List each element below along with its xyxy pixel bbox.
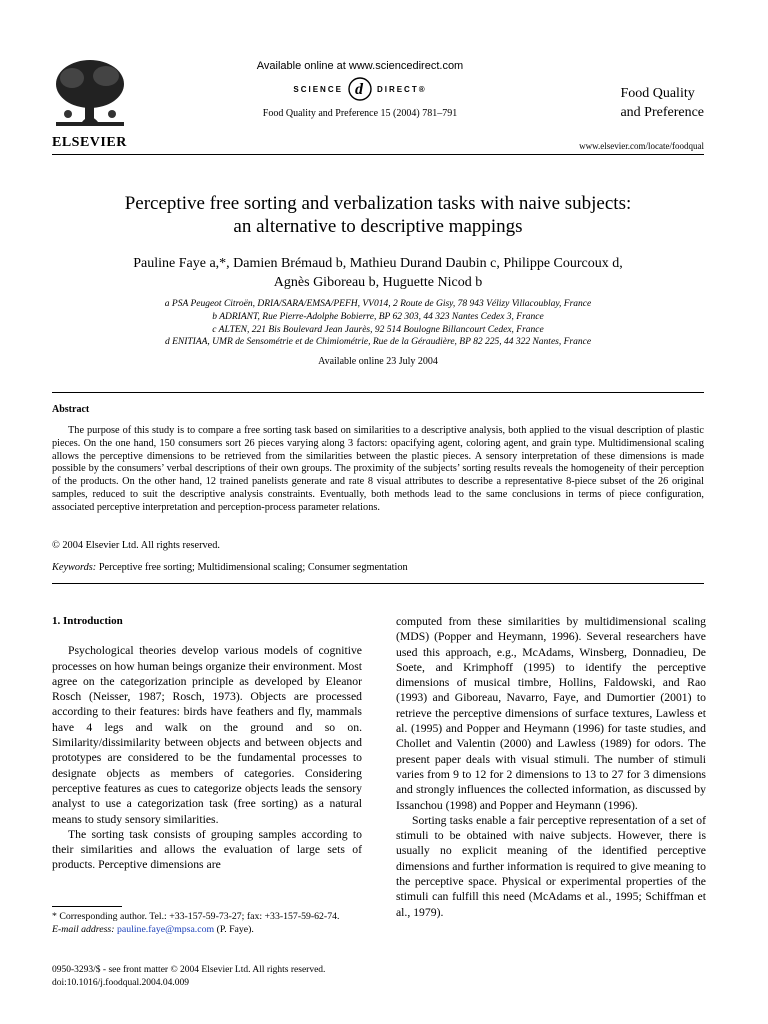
sciencedirect-logo xyxy=(230,76,490,102)
abstract-copyright: © 2004 Elsevier Ltd. All rights reserved. xyxy=(52,540,220,551)
keywords-line xyxy=(52,562,408,573)
abstract-top-rule xyxy=(52,392,704,393)
affiliations xyxy=(52,298,704,349)
left-column xyxy=(52,614,362,873)
footnote-divider xyxy=(52,906,122,907)
affiliation-b: b ADRIANT, Rue Pierre-Adolphe Bobierre, BP 62 303, 44 323 Nantes Cedex 3, France xyxy=(212,311,544,322)
issn-line: 0950-3293/$ - see front matter © 2004 Elsevier Ltd. All rights reserved. xyxy=(52,965,326,975)
affiliation-c: c ALTEN, 221 Bis Boulevard Jean Jaurès, 92 514 Boulogne Billancourt Cedex, France xyxy=(212,324,544,335)
title-line-1: Perceptive free sorting and verbalization tasks with naive subjects: xyxy=(124,193,632,214)
journal-name-line2: and Preference xyxy=(620,105,704,120)
sd-right-text: DIRECT® xyxy=(376,84,427,94)
sd-left-text: SCIENCE xyxy=(293,84,343,94)
body-paragraph: Psychological theories develop various models of cognitive processes on how human beings organize their environment. Most agree on the categorization principle as developed by Eleanor Rosch (Neisser, 1987; Rosch, 1973). Objects are processed according to their features: birds have feathers and fly, mammals have 4 legs and walk on the ground and so on. Similarity/dissimilarity between objects and between objects and prototypes are considered to be the fundamental processes to designate objects as members of categories. Considering perceptive features as cues to categorize objects leads the sensory analyst to use a categorization task (free sorting) as a natural means to study sensory similarities. xyxy=(52,644,362,826)
journal-name xyxy=(620,84,704,122)
journal-citation: Food Quality and Preference 15 (2004) 781–791 xyxy=(262,108,458,119)
abstract-body: The purpose of this study is to compare a free sorting task based on similarities to a descriptive analysis, both applied to the visual description of plastic pieces. On the one hand, 150 consumers sort 26 pieces varying along 3 factors: opacifying agent, coloring agent, and grain type. Multidimensional scaling allows the perceptive dimensions to be retrieved from the similarities between the plastic pieces. A sensory interpretation of these dimensions is made possible by the consumers’ verbal descriptions of their own groups. The proximity of the subjects’ sorting results reveals the homogeneity of their perception of the products. On the other hand, 12 trained panelists generate and rate 8 visual attributes to describe a representative 8-piece subset of the 26 original samples, reduced to suit the descriptive analysis constraints. Eventually, both methods lead to the same conclusions in terms of piece configuration, associated perceptive interpretation and perception-process parameter relations. xyxy=(52,425,704,513)
elsevier-tree-icon xyxy=(52,56,128,132)
abstract-bottom-rule xyxy=(52,583,704,584)
author-list xyxy=(52,254,704,292)
section-heading-introduction: 1. Introduction xyxy=(52,615,123,627)
journal-name-line1: Food Quality xyxy=(620,86,695,101)
available-online-text: Available online at www.sciencedirect.com xyxy=(256,60,464,72)
elsevier-logo xyxy=(52,56,128,150)
front-matter-notes xyxy=(52,964,325,989)
header-center xyxy=(230,60,490,119)
keywords-value: Perceptive free sorting; Multidimensional scaling; Consumer segmentation xyxy=(98,562,408,573)
body-paragraph: Sorting tasks enable a fair perceptive representation of a set of stimuli to be obtained with naive subjects. However, there is usually no explicit meaning of the identified perceptive dimensions and further information is required to give meaning to the perceptive space. Physical or experimental properties of the stimuli can fulfill this need (McAdams et al., 1995; Schiffman et al., 1979). xyxy=(396,813,706,919)
affiliation-d: d ENITIAA, UMR de Sensométrie et de Chimiométrie, Rue de la Géraudière, BP 82 225, 44 322 Nantes, France xyxy=(164,337,592,348)
authors-line-2: Agnès Giboreau b, Huguette Nicod b xyxy=(273,275,483,290)
available-online-date: Available online 23 July 2004 xyxy=(318,356,438,367)
journal-url-link[interactable]: www.elsevier.com/locate/foodqual xyxy=(579,141,704,151)
email-line xyxy=(52,924,362,937)
keywords-label: Keywords: xyxy=(52,562,97,573)
abstract-heading: Abstract xyxy=(52,404,90,415)
sciencedirect-mark-icon xyxy=(347,76,373,102)
body-paragraph: computed from these similarities by multidimensional scaling (MDS) (Popper and Heymann, 1996). Several researchers have used this approach, e.g., McAdams, Winsberg, Donnadieu, De Soete, and Krimphoff (1995) to identify the perceptive dimensions of musical timbre, Hollins, Faldowski, and Rao (1993) and Giboreau, Navarro, Faye, and Dumortier (2001) to retrieve the perceptive dimensions of surface textures, Lawless et al. (1995) and Popper and Heymann (1996) for taste studies, and Chollet and Valentin (2000) and Lawless (1989) for odors. The present paper deals with visual stimuli. The number of stimuli varies from 9 to 12 for 2 dimensions to 13 to 27 for 3 dimensions and strongly influences the collected information, as discussed by Issanchou (1998) and Popper and Heymann (1996). xyxy=(396,615,706,812)
corresponding-author-note: * Corresponding author. Tel.: +33-157-59-73-27; fax: +33-157-59-62-74. xyxy=(52,911,340,922)
doi-line[interactable]: doi:10.1016/j.foodqual.2004.04.009 xyxy=(52,977,189,988)
email-suffix: (P. Faye). xyxy=(216,923,254,935)
article-title xyxy=(52,192,704,238)
title-line-2: an alternative to descriptive mappings xyxy=(233,216,523,237)
authors-line-1: Pauline Faye a,*, Damien Brémaud b, Mathieu Durand Daubin c, Philippe Courcoux d, xyxy=(133,256,623,271)
body-paragraph: The sorting task consists of grouping samples according to their similarities and allows the evaluation of large sets of products. Perceptive dimensions are xyxy=(52,827,362,872)
right-column xyxy=(396,614,706,920)
publisher-name: ELSEVIER xyxy=(52,135,127,150)
footnote xyxy=(52,911,362,936)
header-divider xyxy=(52,154,704,155)
affiliation-a: a PSA Peugeot Citroën, DRIA/SARA/EMSA/PEFH, VV014, 2 Route de Gisy, 78 943 Vélizy Villacoublay, France xyxy=(164,299,592,309)
email-label: E-mail address: xyxy=(52,923,115,935)
email-link[interactable]: pauline.faye@mpsa.com xyxy=(116,923,215,935)
svg-text:d: d xyxy=(354,81,365,98)
